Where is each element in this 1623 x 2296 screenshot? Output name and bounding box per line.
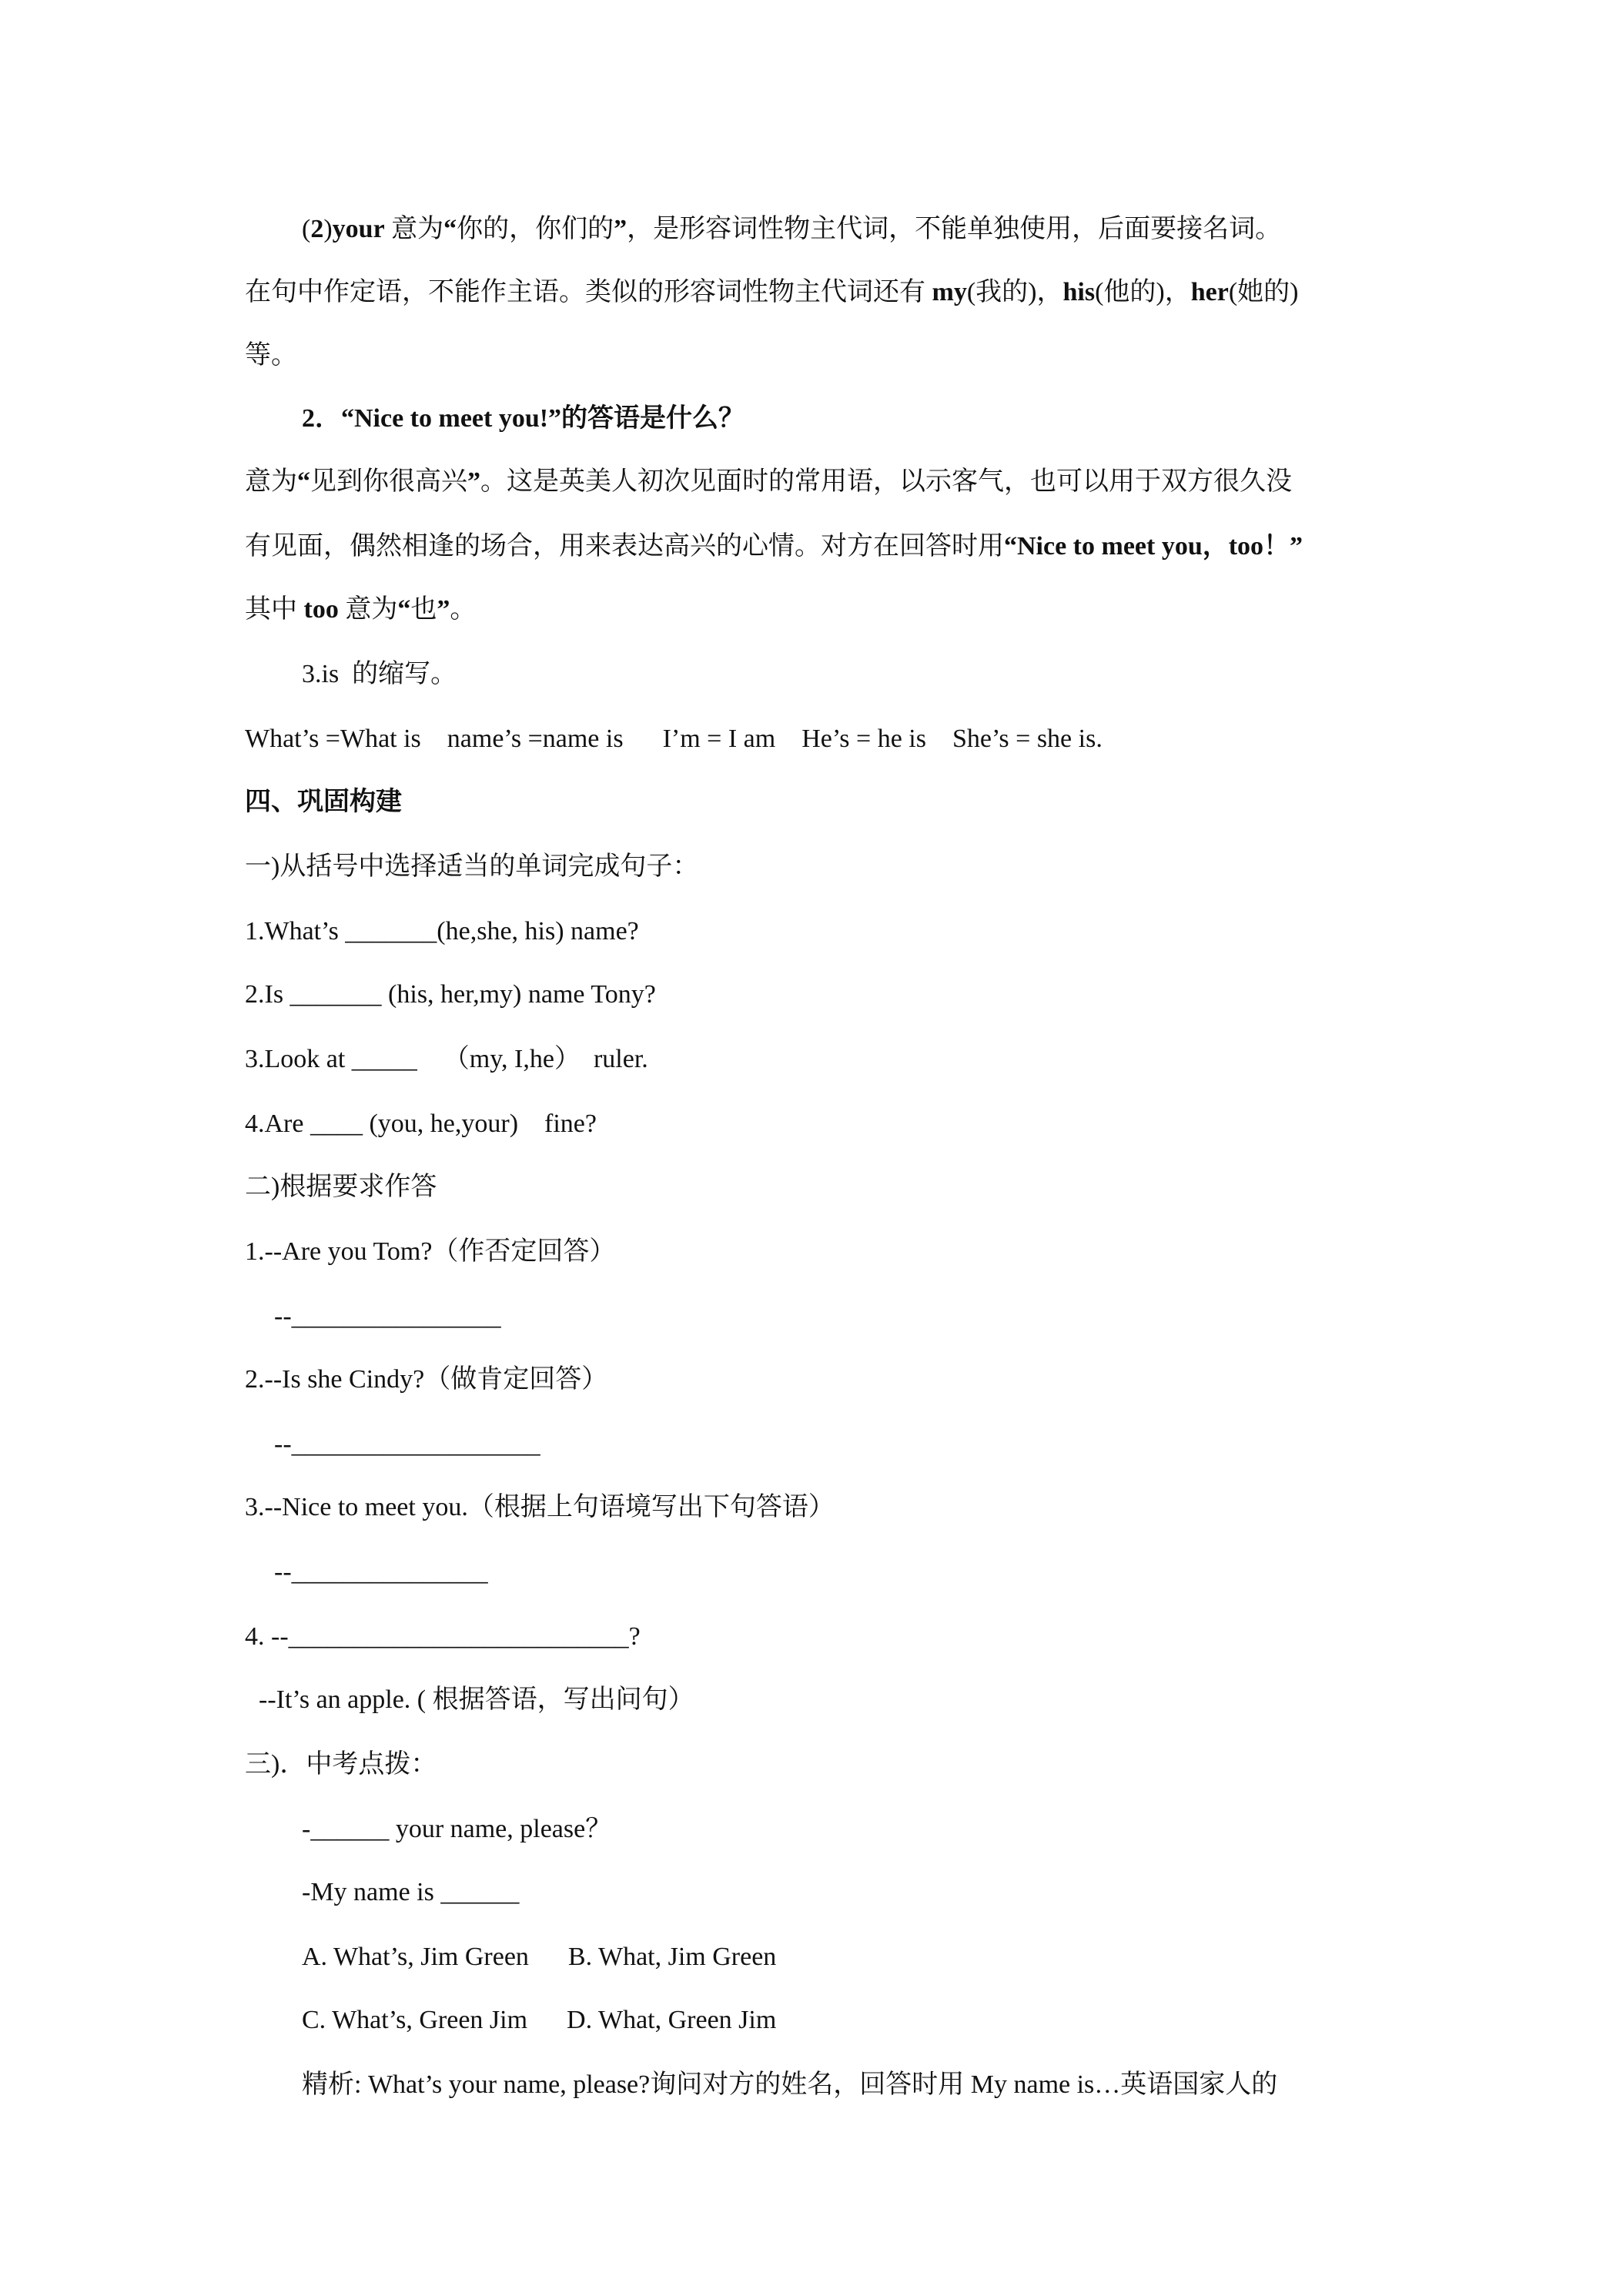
text-run: 1.--Are you Tom?（作否定回答） [245,1237,616,1266]
text-line [302,659,457,690]
exercise-item [245,1044,648,1075]
text-run: 2.Is _______ (his, her,my) name Tony? [245,980,656,1009]
text-line [245,594,476,625]
exercise-item [245,979,656,1010]
text-run: ，是形容词性物主代词，不能单独使用，后面要接名词。 [627,215,1282,243]
text-run: 3.is 的缩写。 [302,660,457,688]
text-line [302,1877,519,1908]
section-heading [302,403,745,434]
text-run: (我的)， [966,278,1063,306]
text-run: ” [437,595,450,624]
text-run: What’s =What is name’s =name is I’m = I am He’s = he is She’s = she is. [245,725,1103,753]
text-line [245,1749,437,1780]
text-line [245,340,297,371]
text-run: 4. --__________________________? [245,1622,641,1651]
text-line [245,467,1292,497]
text-run: --___________________ [274,1430,540,1458]
text-run: his [1062,278,1096,306]
text-line [245,1172,437,1203]
text-run: (她的) [1228,278,1299,306]
text-run: 在句中作定语，不能作主语。类似的形容词性物主代词还有 [245,278,932,306]
exercise-item [245,1109,597,1140]
text-run: 其中 [245,595,304,624]
text-run: 3.Look at _____ （my, I,he） ruler. [245,1045,648,1073]
text-run: --_______________ [274,1558,488,1586]
text-run: my [932,278,967,306]
text-run: 等。 [245,341,297,370]
text-line [302,2070,1277,2100]
text-run: 意为 [338,595,398,624]
text-run: C. What’s, Green Jim D. What, Green Jim [302,2006,777,2034]
text-run: “ [297,467,310,496]
text-run: ( [302,215,311,243]
text-run: 意为 [245,467,297,496]
text-run: A. What’s, Jim Green B. What, Jim Green [302,1943,777,1971]
text-run: 有见面，偶然相逢的场合，用来表达高兴的心情。对方在回答时用 [245,532,1004,561]
exercise-item [245,1237,615,1267]
text-run: her [1190,278,1229,306]
text-run: 四、巩固构建 [245,788,402,816]
exercise-item [245,1622,641,1652]
section-heading [245,787,402,818]
text-run: -______ your name, please？ [302,1815,612,1843]
answer-blank [274,1557,488,1588]
text-run: 意为 [384,215,444,243]
text-run: 2.--Is she Cindy?（做肯定回答） [245,1365,608,1394]
text-run: too [303,595,339,624]
text-run: ) [323,215,333,243]
text-run: “ [397,595,411,624]
text-line [259,1685,694,1715]
text-line [245,724,1103,755]
text-run: ” [614,215,627,243]
text-run: “Nice to meet you，too！” [1004,532,1303,561]
text-run: 一)从括号中选择适当的单词完成句子： [245,852,699,881]
text-line [302,214,1281,245]
exercise-item [245,916,639,947]
text-run: --________________ [274,1302,501,1330]
text-run: your [332,215,385,243]
text-line [245,531,1303,562]
answer-blank [274,1301,501,1332]
text-run: 。 [450,595,477,624]
exercise-item [245,1364,607,1395]
text-run: 也 [410,595,437,624]
text-run: 2．“Nice to meet you!”的答语是什么？ [302,404,745,433]
exercise-item [245,1492,835,1523]
text-run: 3.--Nice to meet you.（根据上句语境写出下句答语） [245,1493,835,1521]
text-run: 你的，你们的 [457,215,614,243]
text-line [245,277,1298,308]
text-run: 三)．中考点拨： [245,1750,437,1779]
answer-blank [274,1429,540,1460]
text-run: 二)根据要求作答 [245,1173,437,1201]
choice-options [302,1942,776,1973]
text-run: -My name is ______ [302,1878,520,1906]
choice-options [302,2005,776,2036]
text-run: 见到你很高兴 [310,467,467,496]
text-run: 1.What’s _______(he,she, his) name? [245,917,639,946]
text-run: 。这是英美人初次见面时的常用语，以示客气，也可以用于双方很久没 [480,467,1292,496]
text-run: ” [467,467,480,496]
text-line [245,852,698,882]
text-run: 4.Are ____ (you, he,your) fine? [245,1110,597,1138]
text-run: “ [443,215,457,243]
text-run: (他的)， [1095,278,1191,306]
text-line [302,1814,611,1845]
text-run: 精析: What’s your name, please?询问对方的姓名，回答时用 My name is…英语国家人的 [302,2070,1278,2099]
text-run: --It’s an apple. ( 根据答语，写出问句） [259,1685,694,1714]
text-run: 2 [310,215,324,243]
